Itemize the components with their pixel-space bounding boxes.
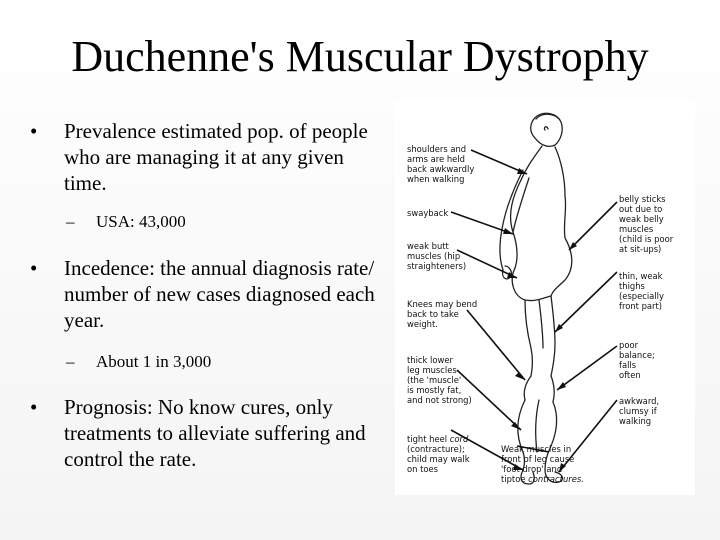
sub-bullet-text: About 1 in 3,000 [96, 352, 212, 371]
label-balance: poor balance; falls often [619, 340, 655, 380]
label-awkward: awkward, clumsy if walking [619, 396, 660, 426]
thigh-front [551, 296, 555, 376]
bullet-marker: • [30, 395, 38, 419]
sub-bullet-text: USA: 43,000 [96, 212, 186, 231]
ear [544, 127, 548, 130]
label-weak-front-a: Weak muscles in front of leg cause 'foot drop' and tiptoe [501, 444, 575, 484]
slide-title: Duchenne's Muscular Dystrophy [71, 32, 649, 81]
label-belly: belly sticks out due to weak belly muscles (child is poor at sit-ups) [619, 194, 674, 254]
arm-back [500, 170, 523, 270]
front-outline [551, 147, 572, 296]
bullet-text: Prognosis: No know cures, only treatments to alleviate suffering and control the rate. [64, 395, 366, 471]
bullet-prevalence [30, 118, 380, 196]
bullet-text: Prevalence estimated pop. of people who are managing it at any given time. [64, 119, 368, 195]
bullet-prognosis [30, 394, 380, 472]
bullet-incidence [30, 255, 380, 333]
back-outline [511, 146, 542, 268]
label-tight-heel [407, 434, 470, 474]
arrowhead-thick-lower [511, 422, 521, 430]
label-swayback: swayback [407, 208, 449, 218]
arrow-belly [569, 202, 617, 250]
arrow-heads [503, 168, 577, 472]
sub-bullet-usa [30, 211, 380, 233]
knee-front [551, 376, 554, 402]
label-tight-heel-cord: cord [449, 434, 469, 444]
label-weak-front [501, 444, 584, 484]
thigh-back [525, 300, 533, 376]
label-weak-front-contractures: contractures. [528, 474, 584, 484]
bullet-text: Incedence: the annual diagnosis rate/ number of new cases diagnosed each year. [64, 256, 375, 332]
sub-bullet-rate [30, 351, 380, 373]
bullet-marker: • [30, 119, 38, 143]
hip-outline [512, 268, 551, 301]
label-knees: Knees may bend back to take weight. [407, 299, 478, 329]
label-shoulders: shoulders and arms are held back awkwardly when walking [407, 144, 475, 184]
label-tight-heel-b: (contracture); child may walk on toes [407, 444, 470, 474]
sub-bullet-marker: – [66, 352, 75, 371]
label-thick-lower: thick lower leg muscles (the 'muscle' is mostly fat, and not strong) [407, 355, 472, 405]
bullet-list [30, 118, 380, 472]
sub-bullet-marker: – [66, 212, 75, 231]
label-thin-thighs: thin, weak thighs (especially front part) [619, 271, 664, 311]
label-weak-butt: weak butt muscles (hip straighteners) [407, 241, 467, 271]
bullet-marker: • [30, 256, 38, 280]
arrowhead-balance [557, 382, 566, 390]
dmd-illustration [395, 100, 695, 495]
inner-thigh [539, 300, 543, 348]
arrow-balance [557, 346, 617, 390]
label-tight-heel-a: tight heel [407, 434, 450, 444]
